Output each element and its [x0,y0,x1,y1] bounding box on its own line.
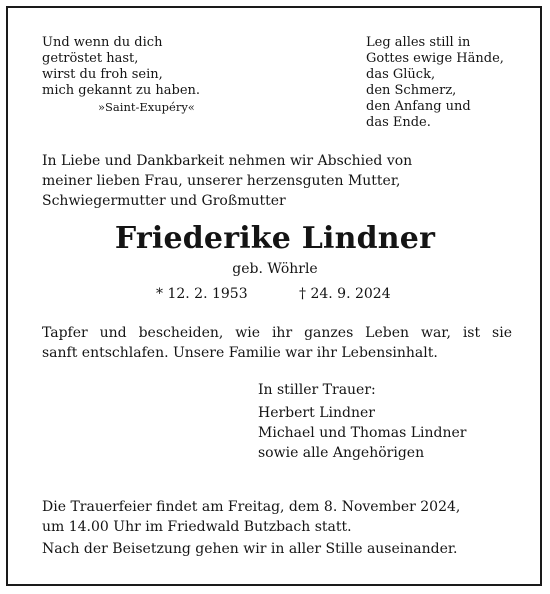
poem-right-line: Leg alles still in [366,35,471,50]
poem-left-line: wirst du froh sein, [42,67,163,82]
poem-right-line: das Ende. [366,115,431,130]
funeral-notice [42,497,460,559]
birth-date: * 12. 2. 1953 [156,286,248,302]
poem-left-line: Und wenn du dich [42,35,163,50]
tribute-line: sanft entschlafen. Unsere Familie war ihr Lebensinhalt. [42,345,438,361]
funeral-line: Nach der Beisetzung gehen wir in aller Stille auseinander. [42,541,458,557]
poem-left-line: mich gekannt zu haben. [42,83,201,98]
death-date: † 24. 9. 2024 [299,286,391,302]
intro-text [42,151,412,211]
poem-right-line: den Anfang und [366,99,471,114]
mourner-name: Herbert Lindner [258,405,375,421]
deceased-name: Friederike Lindner [114,221,436,256]
maiden-name: geb. Wöhrle [232,261,318,277]
funeral-line: um 14.00 Uhr im Friedwald Butzbach statt. [42,519,352,535]
tribute-text [42,323,512,363]
poem-right-line: das Glück, [366,67,436,82]
tribute-line: Tapfer und bescheiden, wie ihr ganzes Leben war, ist sie [42,325,512,341]
intro-line: In Liebe und Dankbarkeit nehmen wir Abschied von [42,153,413,169]
intro-line: meiner lieben Frau, unserer herzensguten Mutter, [42,173,401,189]
poem-left-line: getröstet hast, [42,51,139,66]
mourners-heading: In stiller Trauer: [258,382,376,398]
funeral-line: Die Trauerfeier findet am Freitag, dem 8. November 2024, [42,499,461,515]
poem-left [42,35,200,115]
mourner-name: Michael und Thomas Lindner [258,425,467,441]
intro-line: Schwiegermutter und Großmutter [42,193,286,209]
poem-right-line: Gottes ewige Hände, [366,51,504,66]
poem-attribution: »Saint-Exupéry« [98,100,195,114]
poem-right [366,35,504,131]
poem-right-line: den Schmerz, [366,83,457,98]
mourners-block [258,380,466,463]
mourner-name: sowie alle Angehörigen [258,445,425,461]
